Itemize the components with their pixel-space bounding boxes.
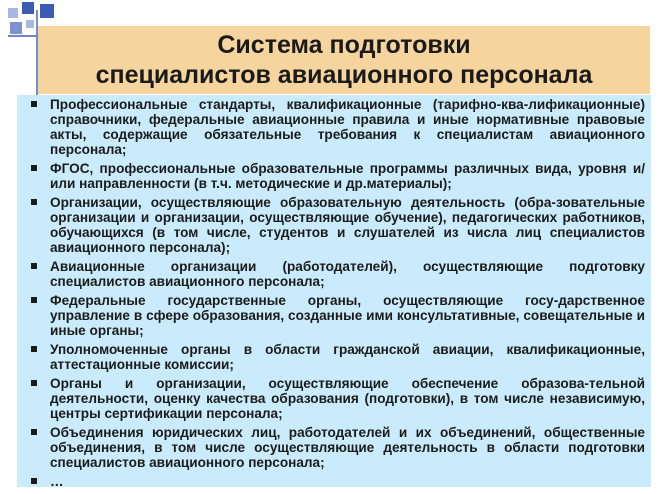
decor-square bbox=[8, 8, 18, 18]
slide-title bbox=[38, 26, 650, 94]
bullet-square-icon bbox=[31, 478, 37, 484]
list-item bbox=[23, 425, 645, 470]
bullet-square-icon bbox=[31, 101, 37, 107]
decor-square bbox=[10, 22, 22, 34]
list-item-text: Федеральные государственные органы, осуществляющие госу-дарственное управление в сфере образования, созданные ими консультативные, совещательные и иные органы; bbox=[50, 293, 645, 338]
list-item bbox=[23, 259, 645, 289]
bullet-square-icon bbox=[31, 429, 37, 435]
list-item bbox=[23, 161, 645, 191]
bullet-square-icon bbox=[31, 165, 37, 171]
list-item-text: Объединения юридических лиц, работодателей и их объединений, общественные объединения, в том числе осуществляющие деятельность в области подготовки специалистов авиационного персонала; bbox=[50, 425, 645, 470]
bullet-square-icon bbox=[31, 263, 37, 269]
list-item-text: … bbox=[50, 474, 64, 487]
list-item bbox=[23, 376, 645, 421]
list-item bbox=[23, 195, 645, 255]
bullet-square-icon bbox=[31, 297, 37, 303]
list-item bbox=[23, 474, 645, 487]
list-item-text: Уполномоченные органы в области гражданской авиации, квалификационные, аттестационные комиссии; bbox=[50, 342, 645, 372]
bullet-square-icon bbox=[31, 199, 37, 205]
list-item-text: ФГОС, профессиональные образовательные программы различных вида, уровня и/или направленности (в т.ч. методические и др.материалы); bbox=[50, 161, 645, 191]
bullet-square-icon bbox=[31, 380, 37, 386]
list-item bbox=[23, 342, 645, 372]
list-item-text: Органы и организации, осуществляющие обеспечение образова-тельной деятельности, оценку качества образования (подготовки), в том числе независимую, центры сертификации персонала; bbox=[50, 376, 645, 421]
content-panel bbox=[17, 95, 651, 487]
title-line-1: Система подготовки bbox=[217, 31, 471, 59]
list-item-text: Авиационные организации (работодателей), осуществляющие подготовку специалистов авиационного персонала; bbox=[50, 259, 645, 289]
list-item bbox=[23, 97, 645, 157]
list-item-text: Организации, осуществляющие образовательную деятельность (обра-зовательные организации и организации, осуществляющие обучение), педагогических работников, обучающихся (в том числе, студентов и слушателей из числа лиц специалистов авиационного персонала); bbox=[50, 195, 645, 255]
bullet-square-icon bbox=[31, 346, 37, 352]
decor-square bbox=[40, 4, 54, 18]
title-line-2: специалистов авиационного персонала bbox=[95, 61, 593, 89]
decor-square bbox=[26, 20, 34, 28]
list-item bbox=[23, 293, 645, 338]
bullet-list bbox=[17, 95, 651, 487]
list-item-text: Профессиональные стандарты, квалификационные (тарифно-ква-лификационные) справочники, федеральные авиационные правила и иные нормативные правовые акты, содержащие обязательные требования к специалистам авиационного персонала; bbox=[50, 97, 645, 157]
decor-square bbox=[22, 2, 34, 14]
